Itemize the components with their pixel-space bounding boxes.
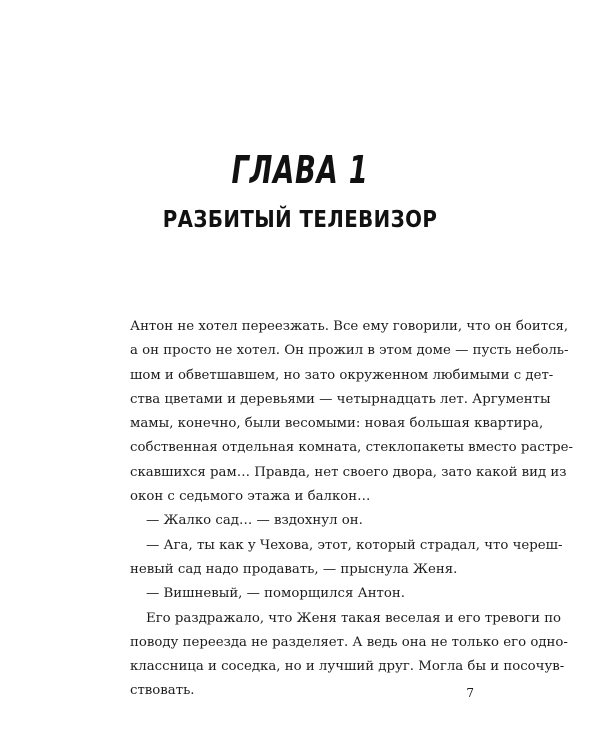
text-line: ства цветами и деревьями — четырнадцать лет. Аргументы	[130, 391, 551, 407]
dialogue-line: — Вишневый, — поморщился Антон.	[146, 586, 406, 602]
text-line: шом и обветшавшем, но зато окруженном любимыми с дет-	[130, 367, 554, 383]
text-line: окон с седьмого этажа и балкон…	[130, 489, 371, 505]
page-number: 7	[466, 686, 474, 700]
chapter-title: РАЗБИТЫЙ ТЕЛЕВИЗОР	[162, 207, 438, 233]
text-line: ствовать.	[130, 683, 195, 699]
dialogue-line: — Жалко сад… — вздохнул он.	[146, 513, 363, 529]
text-line: Его раздражало, что Женя такая веселая и его тревоги по	[146, 610, 562, 626]
dialogue-line: — Ага, ты как у Чехова, этот, который страдал, что череш-	[146, 537, 563, 553]
dialogue-line: невый сад надо продавать, — прыснула Женя.	[130, 561, 458, 577]
text-line: скавшихся рам… Правда, нет своего двора, зато какой вид из	[130, 464, 567, 480]
chapter-body-text	[130, 315, 573, 704]
text-line: поводу переезда не разделяет. А ведь она не только его одно-	[130, 634, 568, 650]
text-line: Антон не хотел переезжать. Все ему говорили, что он боится,	[130, 319, 569, 334]
text-line: мамы, конечно, были весомыми: новая большая квартира,	[130, 416, 544, 432]
text-line: собственная отдельная комната, стеклопакеты вместо растре-	[130, 440, 573, 456]
text-line: а он просто не хотел. Он прожил в этом доме — пусть неболь-	[130, 343, 569, 359]
text-line: классница и соседка, но и лучший друг. Могла бы и посочув-	[130, 659, 565, 675]
chapter-label: ГЛАВА 1	[231, 148, 369, 192]
